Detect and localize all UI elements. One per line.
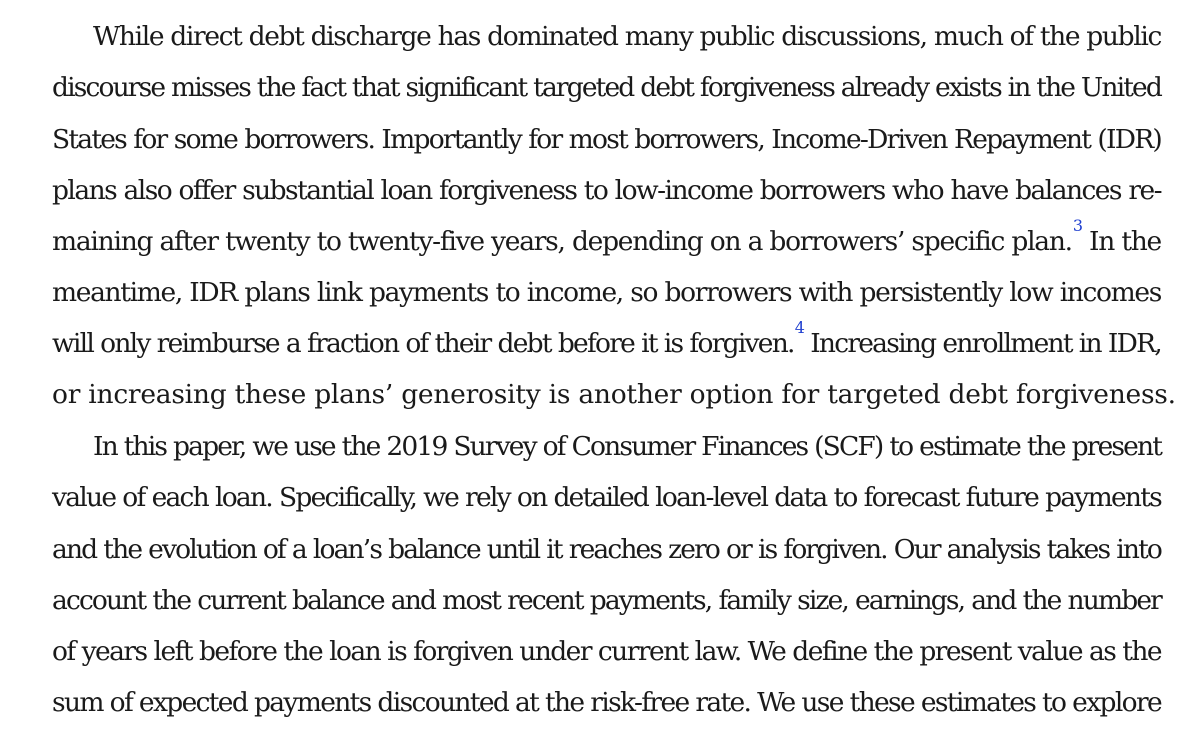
paragraph-1-line-1: While direct debt discharge has dominated many public discussions, much of the public	[93, 21, 1161, 52]
paragraph-1-line-2: discourse misses the fact that significant targeted debt forgiveness already exists in the United	[52, 72, 1161, 103]
paragraph-1-line-3: States for some borrowers. Importantly for most borrowers, Income-Driven Repayment (IDR)	[52, 124, 1161, 155]
paragraph-2-line-2: value of each loan. Specifically, we rely on detailed loan-level data to forecast future payments	[52, 482, 1161, 513]
footnote-4-link[interactable]: 4	[794, 318, 804, 337]
paragraph-2-line-1: In this paper, we use the 2019 Survey of Consumer Finances (SCF) to estimate the present	[93, 431, 1161, 462]
paragraph-2-line-3: and the evolution of a loan’s balance until it reaches zero or is forgiven. Our analysis takes into	[52, 534, 1161, 565]
paragraph-1-line-5	[52, 216, 1161, 262]
paragraph-1-line-4: plans also offer substantial loan forgiveness to low-income borrowers who have balances re-	[52, 175, 1161, 206]
paragraph-2-line-5: of years left before the loan is forgiven under current law. We define the present value as the	[52, 636, 1161, 667]
paragraph-2-line-6: sum of expected payments discounted at the risk-free rate. We use these estimates to explore	[52, 687, 1161, 718]
paragraph-1-line-7-tail: Increasing enrollment in IDR,	[810, 328, 1161, 359]
paragraph-1-line-7	[52, 318, 1161, 364]
paragraph-1-line-5-tail: In the	[1089, 226, 1161, 257]
paragraph-1-line-5-text: maining after twenty to twenty-five years, depending on a borrowers’ specific plan.	[52, 226, 1072, 257]
footnote-3-link[interactable]: 3	[1072, 216, 1082, 235]
paragraph-1-line-8: or increasing these plans’ generosity is another option for targeted debt forgiveness.	[52, 379, 1176, 410]
paragraph-1-line-7-text: will only reimburse a fraction of their debt before it is forgiven.	[52, 328, 794, 359]
paragraph-2-line-4: account the current balance and most recent payments, family size, earnings, and the number	[52, 585, 1161, 616]
paragraph-1-line-6: meantime, IDR plans link payments to income, so borrowers with persistently low incomes	[52, 277, 1161, 308]
